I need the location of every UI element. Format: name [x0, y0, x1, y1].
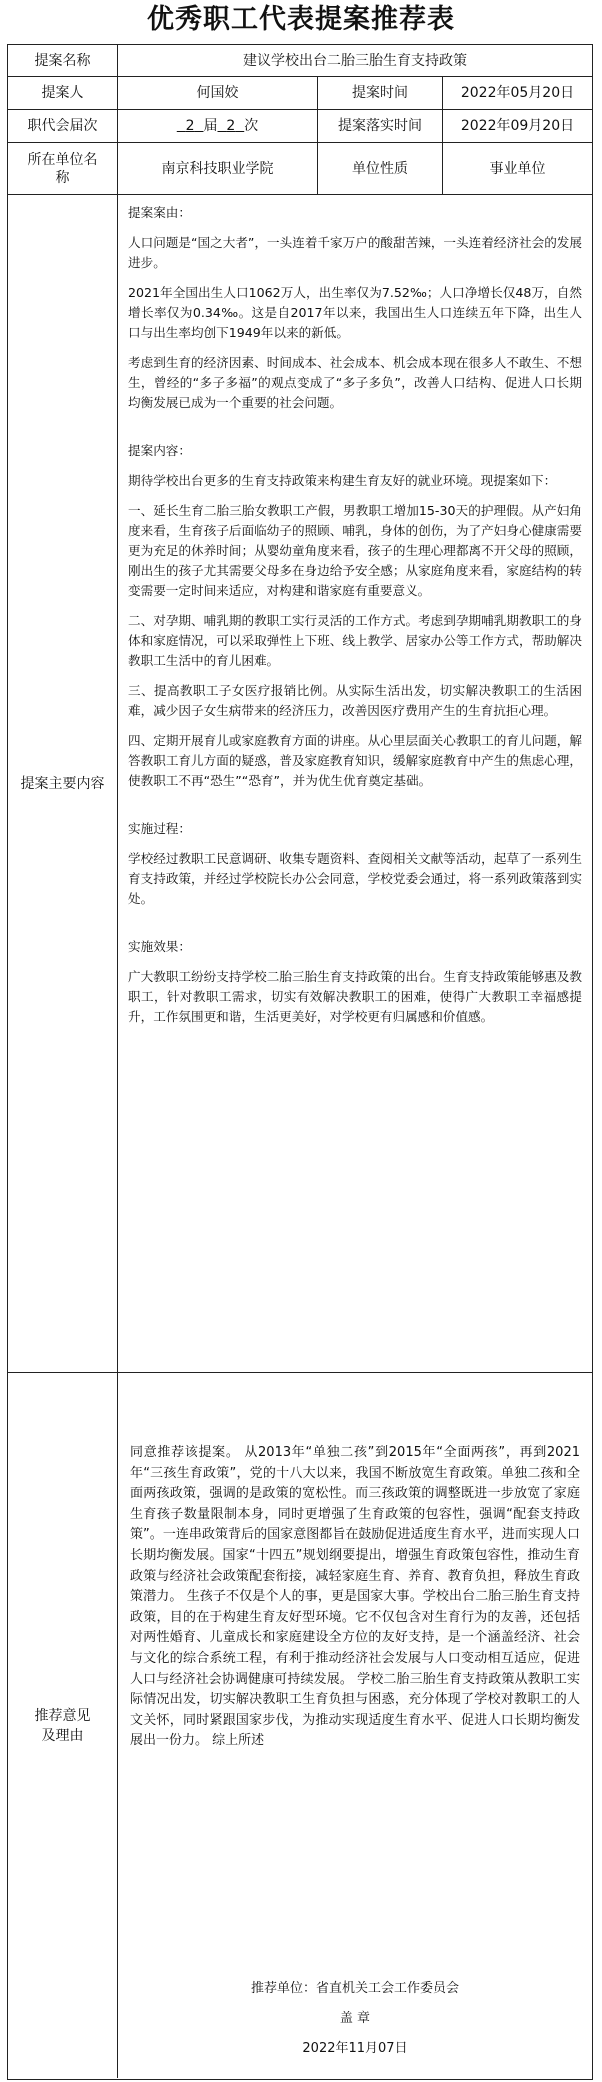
value-implementation-time: 2022年09月20日 — [460, 118, 575, 134]
row-proposal-content — [8, 195, 592, 1373]
label-recommendation-line1: 推荐意见 — [34, 1707, 91, 1724]
label-proposal-content: 提案主要内容 — [8, 195, 118, 1372]
row-unit — [8, 143, 592, 195]
process-paragraph: 学校经过教职工民意调研、收集专题资料、查阅相关文献等活动，起草了一系列生育支持政策，并经过学校院长办公会同意，学校党委会通过，将一系列政策落到实处。 — [128, 851, 582, 906]
proposal-content-body — [118, 195, 592, 1372]
label-implementation-time: 提案落实时间 — [318, 110, 443, 142]
recommender-name: 省直机关工会工作委员会 — [316, 1981, 460, 1996]
row-proposal-name — [8, 45, 592, 77]
row-proposer — [8, 77, 592, 110]
value-proposal-time: 2022年05月20日 — [460, 85, 575, 101]
recommend-date: 2022年11月07日 — [302, 2041, 408, 2056]
content-heading: 提案内容： — [128, 443, 191, 458]
recommender-label: 推荐单位： — [250, 1981, 316, 1996]
reason-paragraph: 2021年全国出生人口1062万人，出生率仅为7.52‰；人口净增长仅48万，自然增长率仅为0.34‰。这是自2017年以来，我国出生人口连续五年下降，出生人口与出生率均创下1949年以来的新低。 — [128, 285, 582, 340]
reason-paragraph: 考虑到生育的经济因素、时间成本、社会成本、机会成本现在很多人不敢生、不想生，曾经的“多子多福”的观点变成了“多子多负”，改善人口结构、促进人口长期均衡发展已成为一个重要的社会问题。 — [128, 355, 582, 410]
value-proposer: 何国姣 — [118, 77, 318, 109]
value-session — [118, 110, 318, 142]
label-proposal-time: 提案时间 — [318, 77, 443, 109]
process-heading: 实施过程： — [128, 821, 191, 836]
recommendation-body — [118, 1431, 592, 1762]
value-proposal-name: 建议学校出台二胎三胎生育支持政策 — [243, 52, 467, 69]
label-session: 职代会届次 — [8, 110, 118, 142]
reason-paragraph: 人口问题是“国之大者”，一头连着千家万户的酸甜苦辣，一头连着经济社会的发展进步。 — [128, 235, 582, 270]
value-unit-name: 南京科技职业学院 — [118, 143, 318, 194]
row-recommendation — [8, 1373, 592, 2078]
seal-text: 盖 章 — [339, 2011, 371, 2026]
value-unit-nature: 事业单位 — [489, 160, 546, 177]
content-paragraph: 一、延长生育二胎三胎女教职工产假，男教职工增加15-30天的护理假。从产妇角度来看，生育孩子后面临幼子的照顾、哺乳，身体的创伤，为了产妇身心健康需要更为充足的休养时间；从婴幼童角度来看，孩子的生理心理都离不开父母的照顾，刚出生的孩子尤其需要父母多在身边给予安全感；从家庭角度来看，家庭结构的转变需要一定时间来适应，对构建和谐家庭有重要意义。 — [128, 503, 582, 598]
reason-heading: 提案案由： — [128, 205, 191, 220]
effect-paragraph: 广大教职工纷纷支持学校二胎三胎生育支持政策的出台。生育支持政策能够惠及教职工，针对教职工需求，切实有效解决教职工的困难，使得广大教职工幸福感提升，工作氛围更和谐，生活更美好，对学校更有归属感和价值感。 — [128, 969, 582, 1024]
content-paragraph: 三、提高教职工子女医疗报销比例。从实际生活出发，切实解决教职工的生活困难，减少因子女生病带来的经济压力，改善因医疗费用产生的生育抗拒心理。 — [128, 683, 582, 718]
session-unit: 届 — [203, 118, 218, 134]
recommender-line — [118, 1979, 592, 1999]
content-paragraph: 四、定期开展育儿或家庭教育方面的讲座。从心里层面关心教职工的育儿问题，解答教职工育儿方面的疑惑，普及家庭教育知识，缓解家庭教育中产生的焦虑心理，使教职工不再“恐生”“恐育”，并为优生优育奠定基础。 — [128, 733, 582, 788]
label-proposal-name: 提案名称 — [8, 45, 118, 76]
content-paragraph: 期待学校出台更多的生育支持政策来构建生育友好的就业环境。现提案如下： — [128, 473, 557, 488]
label-recommendation-line2: 及理由 — [41, 1727, 84, 1744]
times-number: 2 — [226, 118, 236, 134]
row-session — [8, 110, 592, 143]
effect-heading: 实施效果： — [128, 939, 191, 954]
label-proposer: 提案人 — [8, 77, 118, 109]
content-paragraph: 二、对孕期、哺乳期的教职工实行灵活的工作方式。考虑到孕期哺乳期教职工的身体和家庭情况，可以采取弹性上下班、线上教学、居家办公等工作方式，帮助解决教职工生活中的育儿困难。 — [128, 613, 582, 668]
recommendation-form-table — [7, 44, 593, 2080]
label-unit-name: 所在单位名称 — [8, 143, 118, 194]
label-recommendation — [8, 1373, 118, 2078]
label-unit-nature: 单位性质 — [318, 143, 443, 194]
times-unit: 次 — [244, 118, 259, 134]
session-number: 2 — [185, 118, 195, 134]
recommendation-text: 同意推荐该提案。 从2013年“单独二孩”到2015年“全面两孩”，再到2021年“三孩生育政策”，党的十八大以来，我国不断放宽生育政策。单独二孩和全面两孩政策，强调的是政策的宽松性。而三孩政策的调整既进一步放宽了家庭生育孩子数量限制本身，同时更增强了生育政策的包容性，强调“配套支持政策”。一连串政策背后的国家意图都旨在鼓励促进适度生育水平，进而实现人口长期均衡发展。国家“十四五”规划纲要提出，增强生育政策包容性，推动生育政策与经济社会政策配套衔接，减轻家庭生育、养育、教育负担，释放生育政策潜力。 生孩子不仅是个人的事，更是国家大事。学校出台二胎三胎生育支持政策，目的在于构建生育友好型环境。它不仅包含对生育行为的友善，还包括对两性婚育、儿童成长和家庭建设全方位的友好支持，是一个涵盖经济、社会与文化的综合系统工程，有利于推动经济社会发展与人口变动相互适应，促进人口与经济社会协调健康可持续发展。 学校二胎三胎生育支持政策从教职工实际情况出发，切实解决教职工生育负担与困惑，充分体现了学校对教职工的人文关怀，同时紧跟国家步伐，为推动实现适度生育水平、促进人口长期均衡发展出一份力。 综上所述 — [130, 1445, 580, 1749]
form-title: 优秀职工代表提案推荐表 — [147, 4, 455, 35]
